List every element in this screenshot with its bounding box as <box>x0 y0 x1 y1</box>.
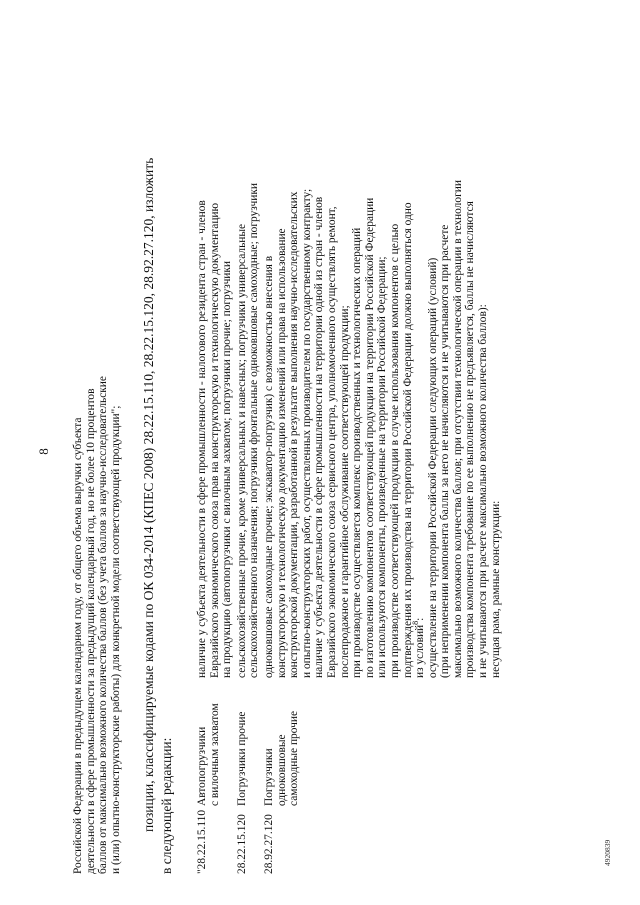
footnote-marker: 8 <box>411 620 421 625</box>
requirement-line: максимально возможного количества баллов; при отсутствии технологической операции в технологии <box>451 180 464 678</box>
continuation-line: деятельности в сфере промышленности за предыдущий календарный год, но не более 10 процентов <box>84 388 97 874</box>
requirement-line: послепродажное и гарантийное обслуживание соответствующей продукции; <box>338 305 351 678</box>
intro-paragraph <box>140 14 176 874</box>
requirement-line: при производстве осуществляется комплекс производственных и технологических операций <box>351 227 364 678</box>
page-number: 8 <box>35 448 51 455</box>
product-name-line: Автопогрузчики <box>196 726 208 806</box>
requirement-line-with-footnote: из условий$^8$: <box>411 617 427 678</box>
table-row <box>236 14 261 874</box>
requirement-line: (при неприменении компонента баллы за него не начисляются и не учитываются при расчете <box>439 224 452 678</box>
document-id: 4920839 <box>603 839 612 866</box>
continuation-paragraph <box>72 14 122 874</box>
requirement-line: Евразийского экономического союза сервисного центра, уполномоченного осуществлять ремонт, <box>325 206 338 678</box>
requirement-line: производства компонента требование по ее выполнению не предъявляется, баллы не начисляются <box>464 201 477 678</box>
continuation-line: баллов от максимально возможного количества баллов (без учета баллов за научно-исследовательские <box>97 376 110 874</box>
continuation-line: Российской Федерации в предыдущем календарном году, от общего объема выручки субъекта <box>72 417 84 874</box>
product-name-line: Погрузчики одноковшовые <box>262 734 288 806</box>
table-row <box>196 14 234 874</box>
requirements-cell <box>263 14 502 678</box>
requirement-line: сельскохозяйственные прочие, кроме универсальных и навесных; погрузчики универсальные <box>235 223 248 678</box>
product-name-line: Погрузчики прочие <box>235 711 248 806</box>
requirements-cell <box>196 14 234 678</box>
requirements-cell <box>236 14 261 678</box>
okpd-code: 28.92.27.120 <box>262 814 275 874</box>
product-name <box>236 678 249 806</box>
intro-line: в следующей редакции: <box>159 737 174 874</box>
product-name <box>263 678 301 806</box>
requirement-line: конструкторскую и технологическую документацию изменений или права на использование <box>275 228 288 678</box>
table-row <box>263 14 502 874</box>
requirement-line: сельскохозяйственного назначения; погрузчики фронтальные одноковшовые самоходные; погрузчики <box>248 182 261 678</box>
requirement-line: по изготовлению компонентов соответствующей продукции на территории Российской Федерации <box>363 197 376 678</box>
requirement-line: наличие у субъекта деятельности в сфере промышленности - налогового резидента стран - членов <box>196 200 208 678</box>
requirement-line: одноковшовые самоходные прочие; экскаватор-погрузчик) с возможностью внесения в <box>262 255 275 678</box>
product-name-line: самоходные прочие <box>288 710 301 806</box>
requirement-line: конструкторской документации, разработанной в результате выполнения научно-исследовательских <box>288 191 301 678</box>
requirement-line: Евразийского экономического союза прав на конструкторскую и технологическую документацию <box>208 202 221 678</box>
product-name <box>196 678 221 806</box>
requirement-line: при производстве соответствующей продукции в случае использования компонентов с целью <box>388 223 401 678</box>
continuation-line: и (или) опытно-конструкторские работы) для конкретной модели соответствующей продукции"; <box>109 405 122 874</box>
requirement-line: на продукцию (автопогрузчики с вилочным захватом; погрузчики прочие; погрузчики <box>221 260 234 678</box>
requirement-line: несущая рама, рамные конструкции: <box>489 500 502 678</box>
requirement-line: наличие у субъекта деятельности в сфере промышленности на территории одной из стран - членов <box>313 196 326 678</box>
requirement-line: осуществление на территории Российской Федерации следующих операций (условий) <box>426 257 439 678</box>
okpd-code: "28.22.15.110 <box>196 809 208 874</box>
requirement-line: и опытно-конструкторских работ, осуществленных производителем по государственному контракту; <box>300 188 313 678</box>
requirement-line: подтверждения их производства на территории Российской Федерации должно выполняться одно <box>401 202 414 678</box>
intro-line: позиции, классифицируемые кодами по ОК 034-2014 (КПЕС 2008) 28.22.15.110, 28.22.15.120, 28.92.27.120, изложить <box>141 157 156 832</box>
okpd-code: 28.22.15.120 <box>235 814 248 874</box>
requirement-line: и не учитываются при расчете максимально возможного количества баллов): <box>477 304 490 678</box>
product-name-line: с вилочным захватом <box>208 703 221 806</box>
requirement-line: или используются компоненты, произведенные на территории Российской Федерации; <box>376 256 389 678</box>
positions-table <box>196 14 502 874</box>
requirement-line: из условий <box>414 624 427 678</box>
